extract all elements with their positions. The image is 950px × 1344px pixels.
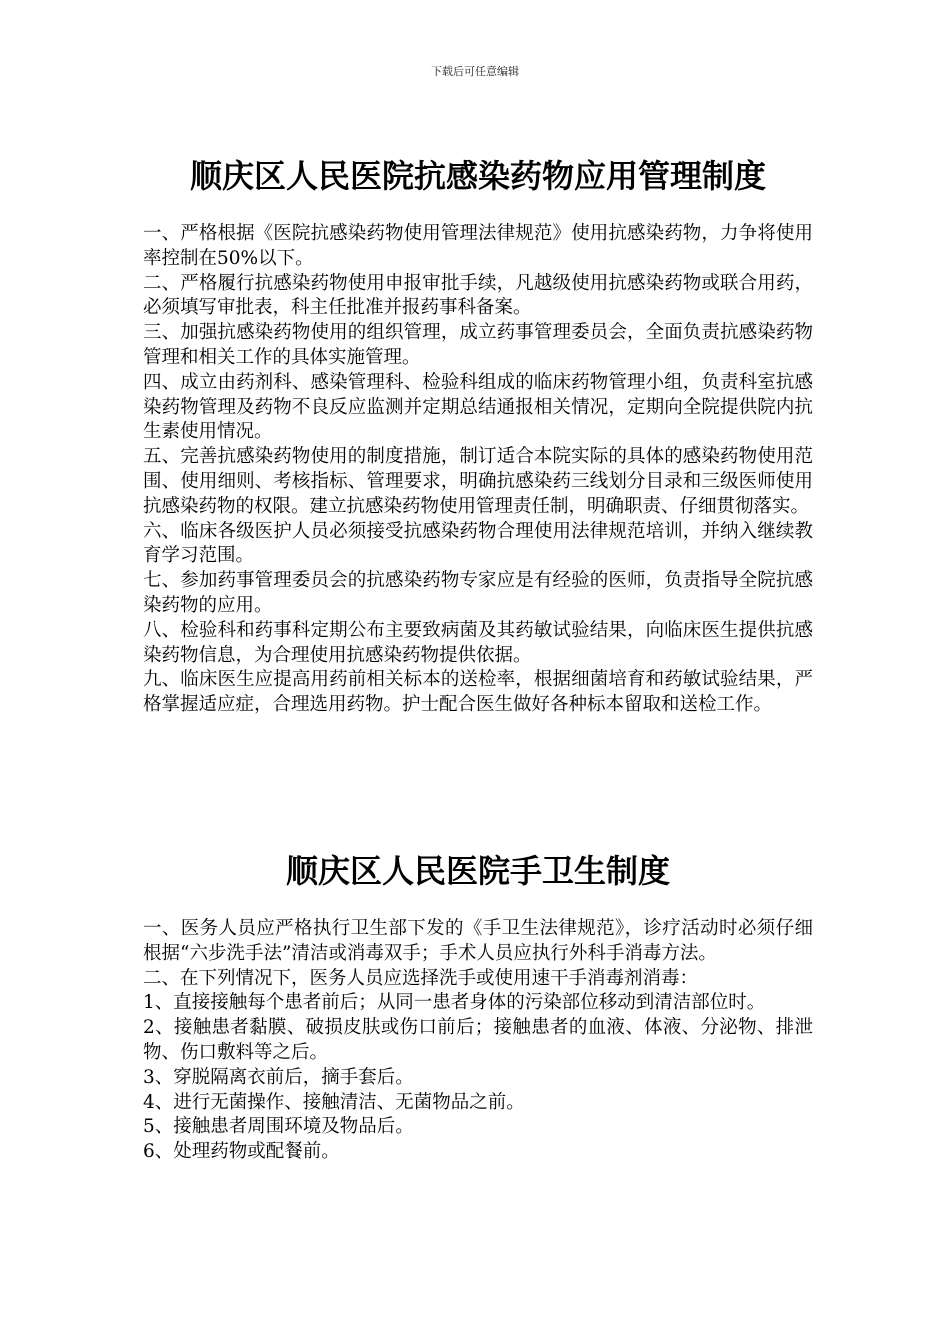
paragraph: 6、处理药物或配餐前。	[143, 1141, 340, 1163]
paragraph: 三、加强抗感染药物使用的组织管理，成立药事管理委员会，全面负责抗感染药物管理和相关工作的具体实施管理。	[143, 322, 813, 368]
paragraph: 九、临床医生应提高用药前相关标本的送检率，根据细菌培育和药敏试验结果，严格掌握适应症，合理选用药物。护士配合医生做好各种标本留取和送检工作。	[143, 669, 813, 716]
paragraph: 二、严格履行抗感染药物使用申报审批手续，凡越级使用抗感染药物或联合用药，必须填写审批表，科主任批准并报药事科备案。	[143, 272, 813, 319]
section-antibiotic-policy	[143, 150, 813, 718]
paragraph: 六、临床各级医护人员必须接受抗感染药物合理使用法律规范培训，并纳入继续教育学习范围。	[143, 520, 813, 567]
paragraph: 一、医务人员应严格执行卫生部下发的《手卫生法律规范》，诊疗活动时必须仔细根据“六步洗手法”清洁或消毒双手；手术人员应执行外科手消毒方法。	[143, 918, 813, 964]
paragraph: 二、在下列情况下，医务人员应选择洗手或使用速干手消毒剂消毒：	[143, 967, 699, 989]
paragraph: 七、参加药事管理委员会的抗感染药物专家应是有经验的医师，负责指导全院抗感染药物的应用。	[143, 570, 813, 616]
section-body	[143, 917, 813, 1165]
header-note: 下载后可任意编辑	[431, 65, 519, 78]
paragraph: 四、成立由药剂科、感染管理科、检验科组成的临床药物管理小组，负责科室抗感染药物管理及药物不良反应监测并定期总结通报相关情况，定期向全院提供院内抗生素使用情况。	[143, 371, 813, 443]
paragraph: 1、直接接触每个患者前后；从同一患者身体的污染部位移动到清洁部位时。	[143, 992, 766, 1014]
section-hand-hygiene-policy	[143, 845, 813, 1165]
paragraph: 2、接触患者黏膜、破损皮肤或伤口前后；接触患者的血液、体液、分泌物、排泄物、伤口敷料等之后。	[143, 1017, 813, 1063]
section-title: 顺庆区人民医院抗感染药物应用管理制度	[189, 157, 766, 195]
paragraph: 4、进行无菌操作、接触清洁、无菌物品之前。	[143, 1091, 525, 1113]
paragraph: 五、完善抗感染药物使用的制度措施，制订适合本院实际的具体的感染药物使用范围、使用细则、考核指标、管理要求，明确抗感染药三线划分目录和三级医师使用抗感染药物的权限。建立抗感染药物使用管理责任制，明确职责、仔细贯彻落实。	[143, 446, 813, 517]
paragraph: 5、接触患者周围环境及物品后。	[143, 1116, 414, 1138]
paragraph: 一、严格根据《医院抗感染药物使用管理法律规范》使用抗感染药物，力争将使用率控制在50%以下。	[143, 223, 813, 269]
section-title: 顺庆区人民医院手卫生制度	[285, 852, 670, 890]
section-body	[143, 222, 813, 718]
paragraph: 八、检验科和药事科定期公布主要致病菌及其药敏试验结果，向临床医生提供抗感染药物信息，为合理使用抗感染药物提供依据。	[143, 619, 813, 666]
paragraph: 3、穿脱隔离衣前后，摘手套后。	[143, 1066, 414, 1088]
